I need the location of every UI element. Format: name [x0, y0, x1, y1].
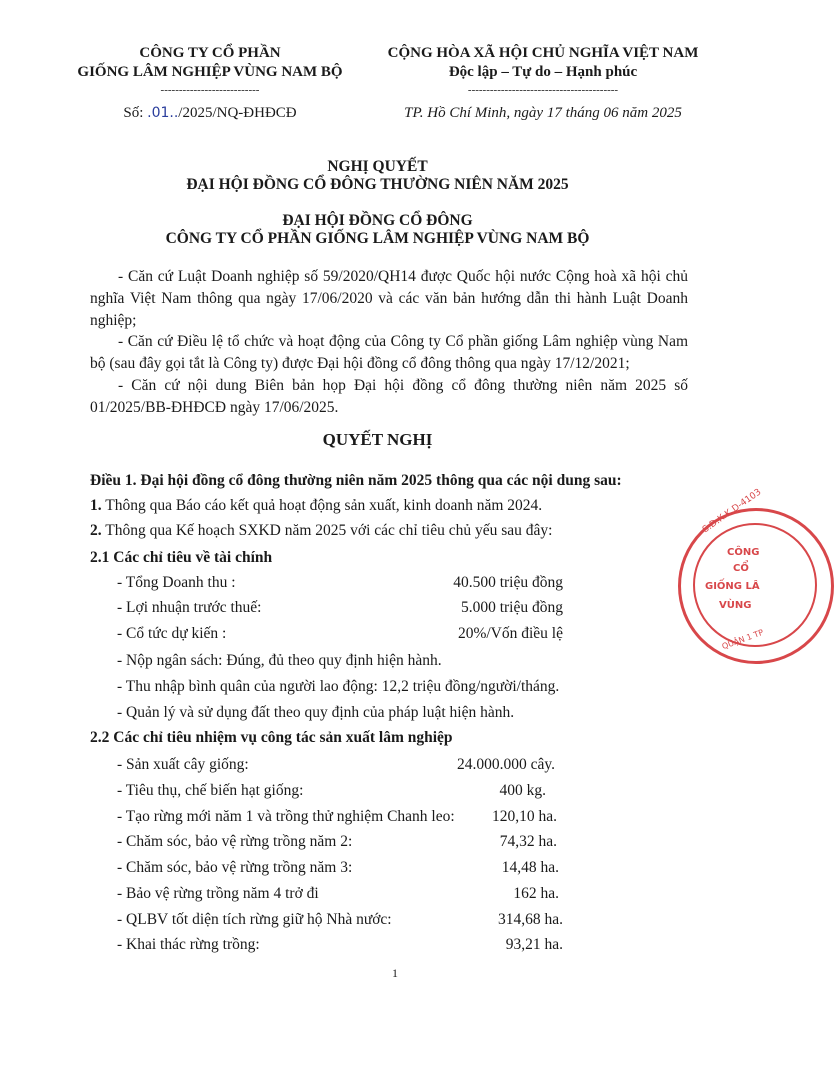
page-number: 1 — [392, 966, 398, 980]
forestry-value-protect-year4: 162 ha. — [513, 885, 559, 902]
seal-line1: CÔNG — [727, 547, 760, 558]
article-1-heading: Điều 1. Đại hội đồng cổ đông thường niên năm 2025 thông qua các nội dung sau: — [90, 472, 622, 489]
financial-row-profit: - Lợi nhuận trước thuế: — [117, 599, 262, 616]
seal-bottom-text: QUẬN 1 TP — [720, 627, 765, 652]
article-1-item-1 — [90, 497, 542, 515]
item-text: Thông qua Báo cáo kết quả hoạt động sản xuất, kinh doanh năm 2024. — [101, 497, 543, 514]
seal-outer-text: S.Đ.K.K.D-4103 — [701, 487, 764, 536]
financial-row-dividend: - Cổ tức dự kiến : — [117, 625, 227, 642]
item-number: 2. — [90, 522, 102, 539]
article-1-item-2 — [90, 522, 552, 540]
company-name-line2: GIỐNG LÂM NGHIỆP VÙNG NAM BỘ — [77, 64, 343, 80]
forestry-value-new-forest: 120,10 ha. — [491, 808, 557, 825]
document-number — [40, 104, 380, 123]
national-underline: ----------------------------------------- — [467, 84, 619, 96]
forestry-row-harvest: - Khai thác rừng trồng: — [117, 936, 260, 953]
national-motto: Độc lập – Tự do – Hạnh phúc — [448, 64, 638, 80]
forestry-value-care-year2: 74,32 ha. — [499, 833, 557, 850]
financial-note-income: - Thu nhập bình quân của người lao động: 12,2 triệu đồng/người/tháng. — [117, 678, 560, 695]
legal-basis-2: - Căn cứ Điều lệ tổ chức và hoạt động của Công ty Cổ phần giống Lâm nghiệp vùng Nam bộ (sau đây gọi tắt là Công ty) được Đại hội đồng cổ đông thông qua ngày 17/12/2021; — [90, 333, 688, 372]
national-title: CỘNG HÒA XÃ HỘI CHỦ NGHĨA VIỆT NAM — [387, 45, 699, 61]
financial-note-land: - Quản lý và sử dụng đất theo quy định của pháp luật hiện hành. — [117, 704, 515, 721]
forestry-row-new-forest: - Tạo rừng mới năm 1 và trồng thử nghiệm Chanh leo: — [117, 808, 455, 825]
financial-note-budget: - Nộp ngân sách: Đúng, đủ theo quy định hiện hành. — [117, 652, 442, 669]
forestry-value-seedlings: 24.000.000 cây. — [456, 756, 555, 773]
issuer-title-line2: CÔNG TY CỔ PHẦN GIỐNG LÂM NGHIỆP VÙNG NAM BỘ — [165, 230, 590, 247]
forestry-row-care-year2: - Chăm sóc, bảo vệ rừng trồng năm 2: — [117, 833, 353, 850]
issuer-title-line1: ĐẠI HỘI ĐỒNG CỔ ĐÔNG — [282, 212, 473, 229]
seal-line4: VÙNG — [719, 600, 752, 611]
item-number: 1. — [90, 497, 102, 514]
document-title: NGHỊ QUYẾT — [327, 158, 428, 175]
seal-line2: CỔ — [733, 563, 749, 574]
forestry-row-state-forest: - QLBV tốt diện tích rừng giữ hộ Nhà nước: — [117, 911, 392, 928]
financial-value-profit: 5.000 triệu đồng — [460, 599, 563, 616]
financial-value-dividend: 20%/Vốn điều lệ — [457, 625, 563, 642]
document-subtitle: ĐẠI HỘI ĐỒNG CỔ ĐÔNG THƯỜNG NIÊN NĂM 2025 — [186, 176, 569, 193]
forestry-value-harvest: 93,21 ha. — [505, 936, 563, 953]
document-number-suffix: /2025/NQ-ĐHĐCĐ — [178, 105, 297, 121]
forestry-row-seeds: - Tiêu thụ, chế biến hạt giống: — [117, 782, 304, 799]
document-number-prefix: Số: — [123, 105, 148, 121]
financial-row-revenue: - Tổng Doanh thu : — [117, 574, 236, 591]
document-number-handwritten: .01.. — [147, 105, 179, 121]
legal-basis-1: - Căn cứ Luật Doanh nghiệp số 59/2020/QH14 được Quốc hội nước Cộng hoà xã hội chủ nghĩa Việt Nam thông qua ngày 17/06/2020 và các văn bản hướng dẫn thi hành Luật Doanh nghiệp; — [90, 268, 688, 329]
item-text: Thông qua Kế hoạch SXKD năm 2025 với các chỉ tiêu chủ yếu sau đây: — [101, 522, 553, 539]
financial-heading: 2.1 Các chỉ tiêu về tài chính — [90, 549, 273, 566]
company-seal — [678, 487, 834, 664]
legal-basis-3: - Căn cứ nội dung Biên bản họp Đại hội đồng cổ đông thường niên năm 2025 số 01/2025/BB-ĐHĐCĐ ngày 17/06/2025. — [90, 377, 688, 416]
financial-value-revenue: 40.500 triệu đồng — [453, 574, 563, 591]
forestry-value-state-forest: 314,68 ha. — [497, 911, 563, 928]
forestry-row-protect-year4: - Bảo vệ rừng trồng năm 4 trở đi — [117, 885, 319, 902]
company-underline: --------------------------- — [160, 84, 260, 96]
forestry-heading: 2.2 Các chỉ tiêu nhiệm vụ công tác sản xuất lâm nghiệp — [90, 729, 453, 746]
forestry-row-care-year3: - Chăm sóc, bảo vệ rừng trồng năm 3: — [117, 859, 353, 876]
company-name-line1: CÔNG TY CỔ PHẦN — [139, 45, 281, 61]
place-date: TP. Hồ Chí Minh, ngày 17 tháng 06 năm 2025 — [404, 105, 682, 121]
resolution-heading: QUYẾT NGHỊ — [322, 430, 433, 449]
forestry-row-seedlings: - Sản xuất cây giống: — [117, 756, 249, 773]
forestry-value-seeds: 400 kg. — [499, 782, 546, 799]
forestry-value-care-year3: 14,48 ha. — [501, 859, 559, 876]
seal-line3: GIỐNG LÂ — [705, 581, 760, 592]
